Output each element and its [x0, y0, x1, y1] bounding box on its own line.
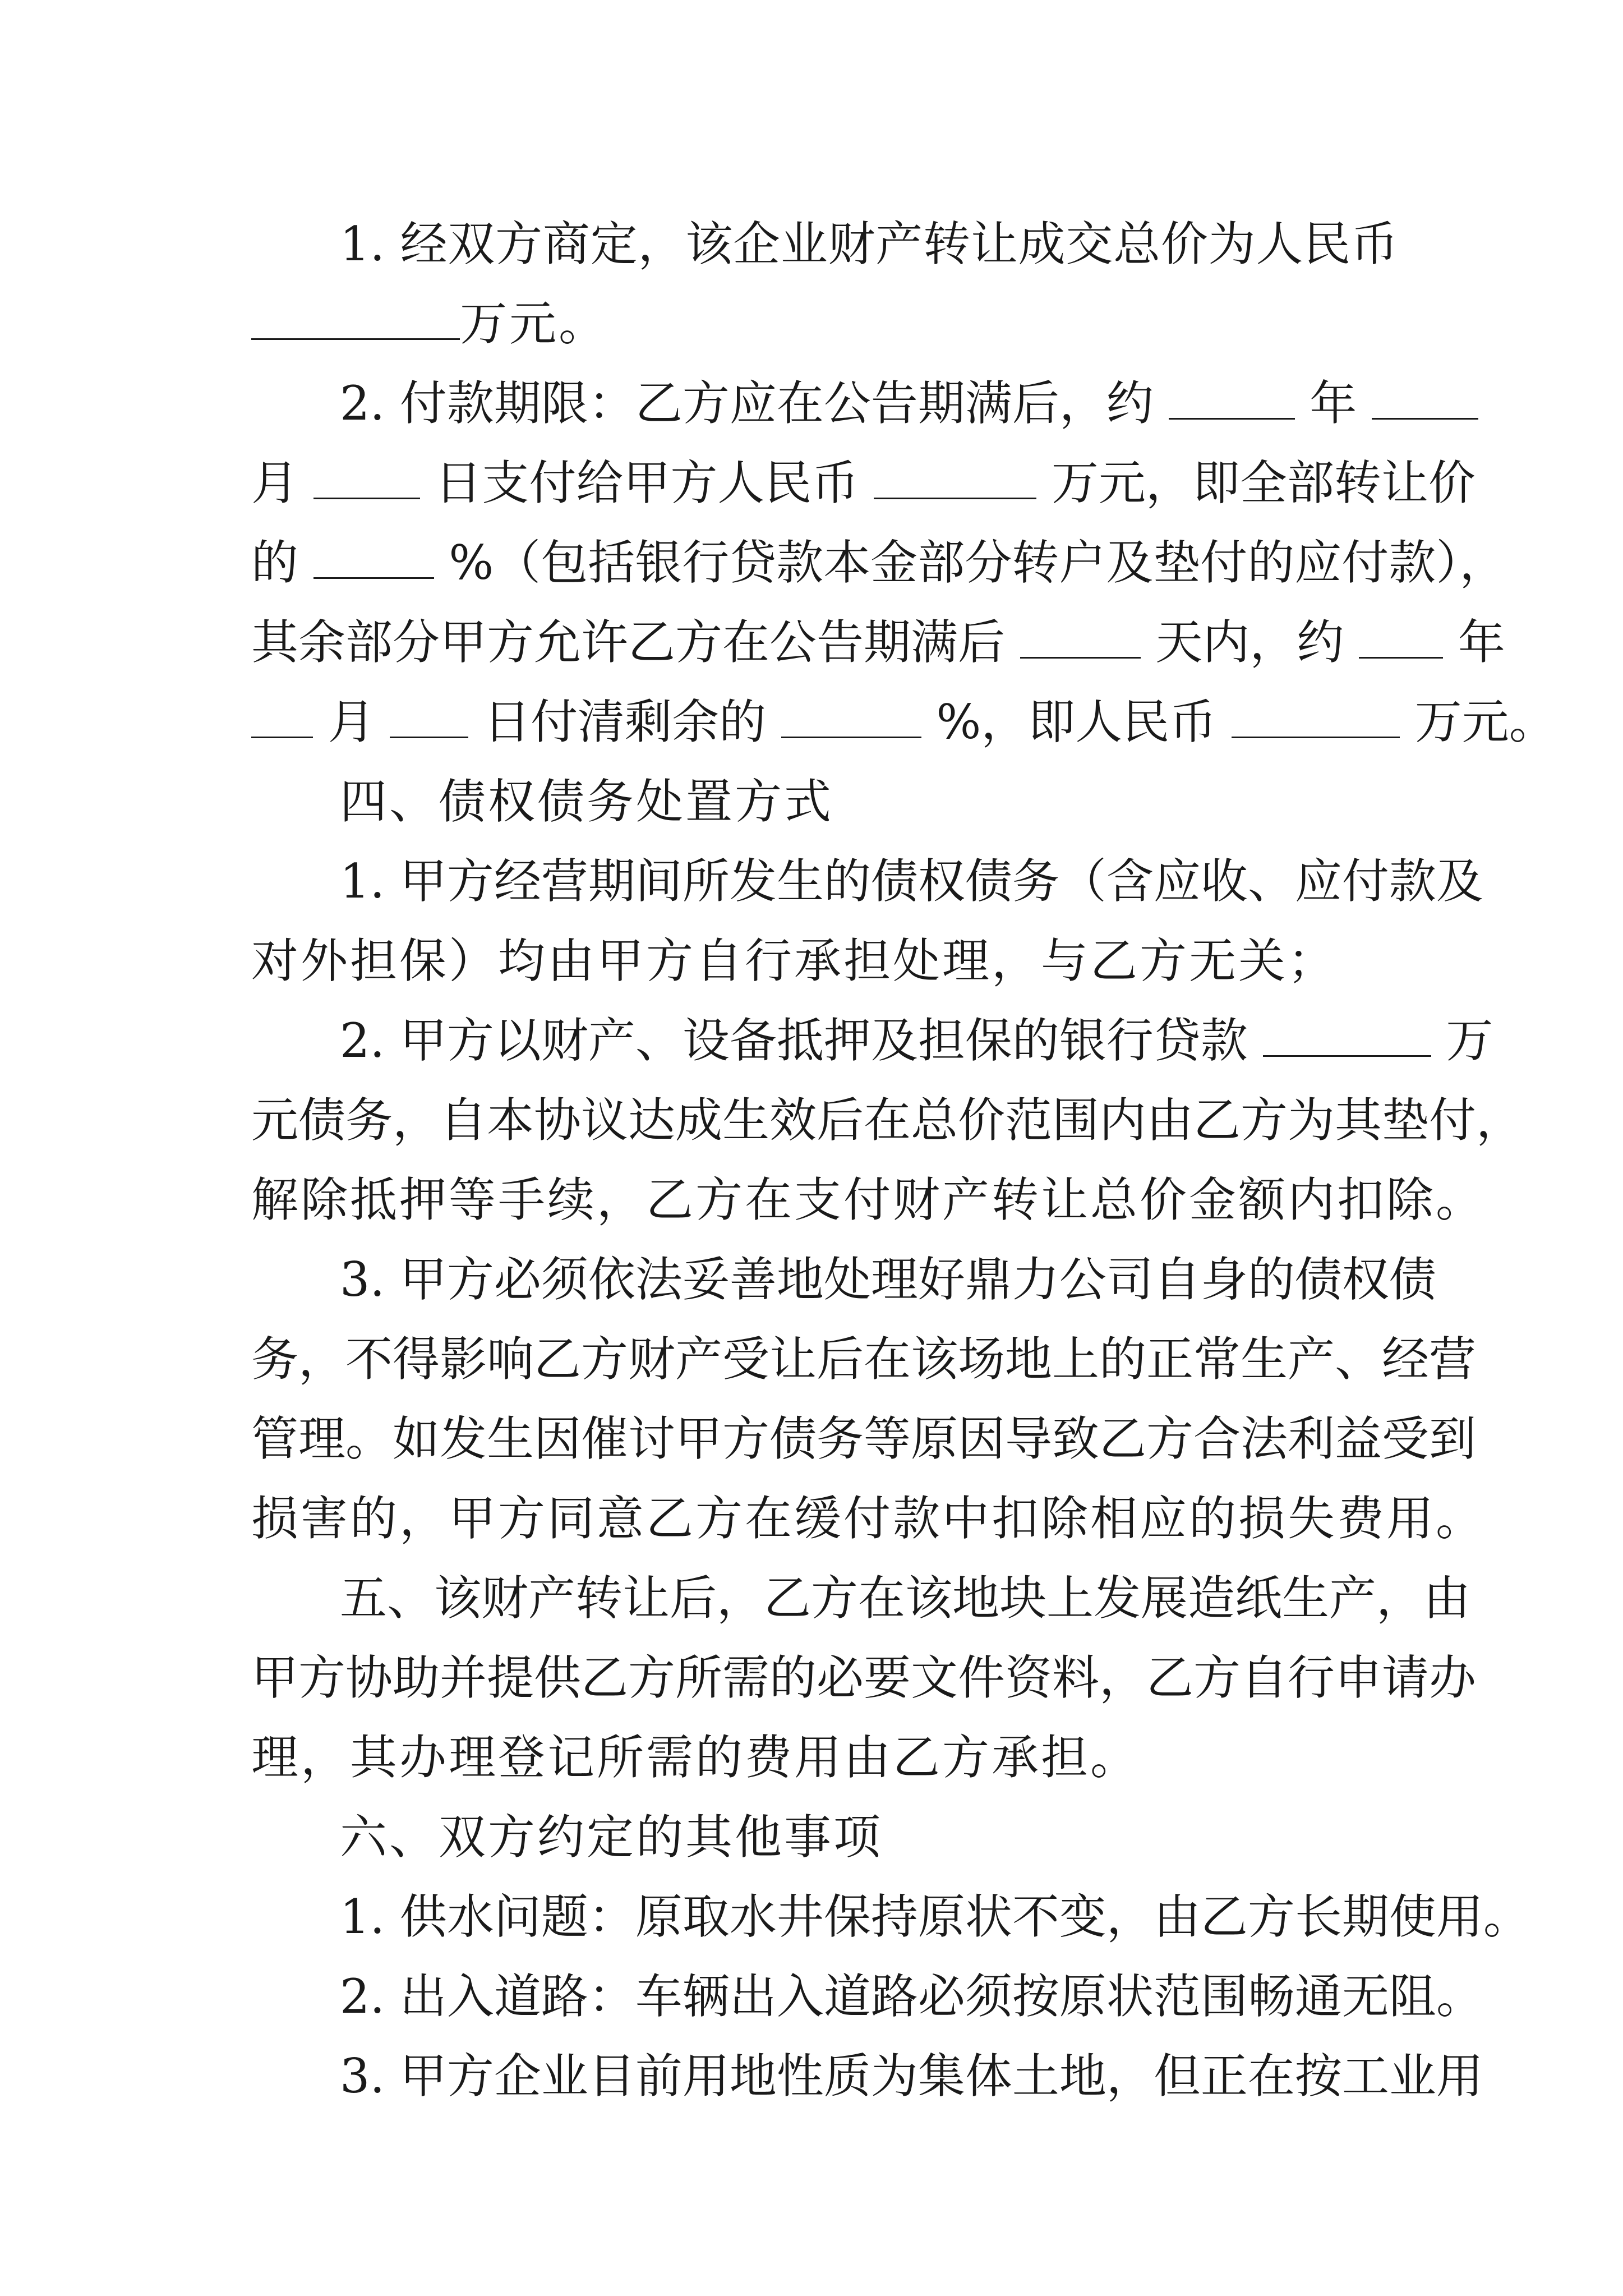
text-segment: 3. 甲方必须依法妥善地处理好鼎力公司自身的债权债: [340, 1252, 1436, 1307]
fill-in-blank: [1020, 609, 1141, 659]
text-segment: 1. 经双方商定，该企业财产转让成交总价为人民币: [340, 217, 1398, 272]
fill-in-blank: [1372, 370, 1478, 420]
text-segment: 元债务，自本协议达成生效后在总价范围内由乙方为其垫付，: [251, 1093, 1524, 1148]
text-line: [251, 521, 1507, 605]
text-line: [340, 839, 1483, 923]
text-segment: 的: [251, 535, 299, 590]
fill-in-blank: [313, 449, 420, 499]
text-segment: 年: [1310, 376, 1357, 431]
section-heading: [340, 1795, 1398, 1879]
text-segment: 管理。如发生因催讨甲方债务等原因导致乙方合法利益受到: [251, 1411, 1477, 1466]
text-segment: 2. 出入道路：车辆出入道路必须按原状范围畅通无阻。: [340, 1969, 1483, 2024]
fill-in-blank: [1263, 1007, 1431, 1057]
text-line: [251, 600, 1505, 684]
text-segment: 甲方协助并提供乙方所需的必要文件资料，乙方自行申请办: [251, 1650, 1477, 1705]
fill-in-blank: [313, 529, 434, 579]
text-segment: %，即人民币: [936, 694, 1217, 749]
text-line: [251, 1317, 1477, 1401]
text-line: [340, 202, 1398, 286]
section-heading: [340, 760, 1398, 844]
fill-in-blank: [1359, 609, 1443, 659]
text-segment: 对外担保）均由甲方自行承担处理，与乙方无关；: [251, 933, 1338, 988]
text-segment: 月: [328, 694, 375, 749]
text-segment: 2. 付款期限：乙方应在公告期满后，约: [340, 376, 1154, 431]
text-segment: %（包括银行贷款本金部分转户及垫付的应付款），: [449, 535, 1507, 590]
text-line: [251, 1476, 1486, 1561]
text-segment: 天内，约: [1155, 615, 1344, 670]
text-line: [251, 1078, 1524, 1162]
text-segment: 1. 供水问题：原取水井保持原状不变，由乙方长期使用。: [340, 1889, 1530, 1944]
text-segment: 日付清剩余的: [483, 694, 767, 749]
text-line: [340, 999, 1493, 1083]
text-segment: 万: [1446, 1013, 1493, 1068]
text-line: [340, 361, 1398, 445]
text-line: [340, 1237, 1436, 1322]
text-line: [251, 1158, 1486, 1242]
text-segment: 四、债权债务处置方式: [340, 774, 834, 829]
text-segment: 五、该财产转让后，乙方在该地块上发展造纸生产，由: [340, 1571, 1471, 1626]
fill-in-blank: [390, 688, 468, 738]
fill-in-blank: [251, 290, 460, 340]
text-line: [340, 1875, 1530, 1959]
text-segment: 2. 甲方以财产、设备抵押及担保的银行贷款: [340, 1013, 1248, 1068]
text-segment: 3. 甲方企业目前用地性质为集体土地，但正在按工业用: [340, 2049, 1483, 2104]
fill-in-blank: [874, 449, 1036, 499]
text-line: [251, 1636, 1477, 1720]
fill-in-blank: [781, 688, 921, 738]
text-line: [340, 1954, 1483, 2039]
text-line: [340, 1556, 1471, 1640]
text-segment: 六、双方约定的其他事项: [340, 1810, 883, 1865]
text-segment: 解除抵押等手续，乙方在支付财产转让总价金额内扣除。: [251, 1172, 1486, 1227]
text-line: [340, 2034, 1483, 2118]
text-segment: 日支付给甲方人民币: [435, 455, 859, 510]
fill-in-blank: [251, 688, 313, 738]
text-line: [251, 282, 1398, 366]
text-line: [251, 441, 1476, 525]
text-segment: 理，其办理登记所需的费用由乙方承担。: [251, 1730, 1140, 1785]
text-segment: 万元。: [1414, 694, 1556, 749]
text-segment: 万元。: [460, 296, 608, 351]
text-segment: 1. 甲方经营期间所发生的债权债务（含应收、应付款及: [340, 854, 1483, 909]
text-line: [251, 680, 1556, 764]
text-segment: 月: [251, 455, 299, 510]
text-line: [251, 1397, 1477, 1481]
text-line: [251, 919, 1398, 1003]
text-segment: 年: [1458, 615, 1505, 670]
text-segment: 万元，即全部转让价: [1051, 455, 1476, 510]
text-segment: 务，不得影响乙方财产受让后在该场地上的正常生产、经营: [251, 1332, 1477, 1387]
text-segment: 其余部分甲方允许乙方在公告期满后: [251, 615, 1006, 670]
fill-in-blank: [1169, 370, 1295, 420]
text-line: [251, 1715, 1398, 1800]
text-segment: 损害的，甲方同意乙方在缓付款中扣除相应的损失费用。: [251, 1491, 1486, 1546]
fill-in-blank: [1232, 688, 1400, 738]
